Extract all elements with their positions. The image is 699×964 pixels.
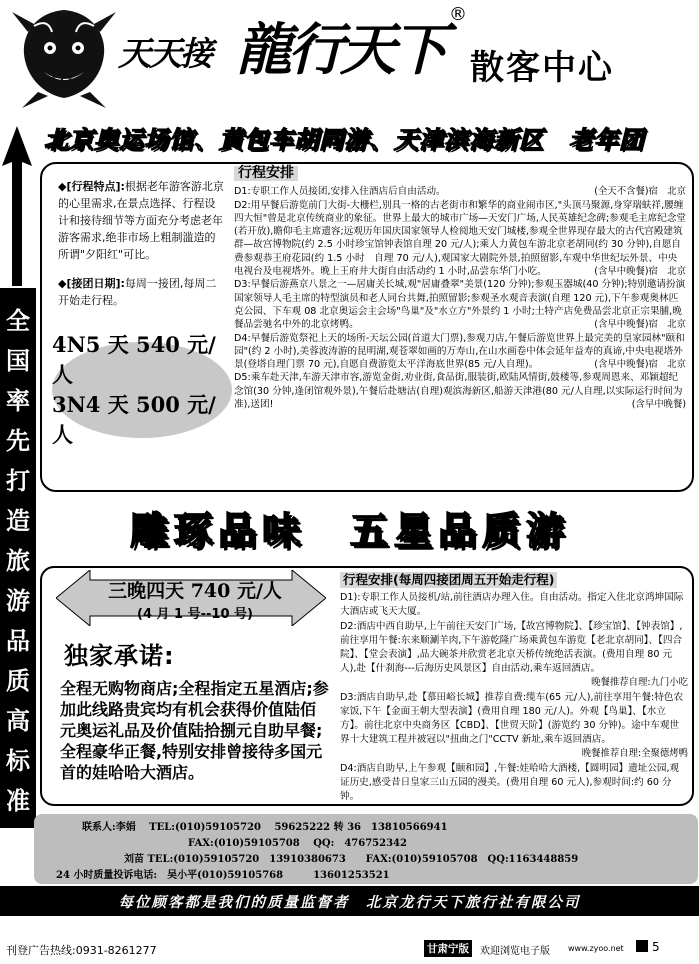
day-extra: 晚餐推荐自理:全聚德烤鸭 [581,748,688,760]
side-char: 先 [6,426,30,455]
day-text: D1:专职工作人员接团,安排入住酒店后自由活动。 [234,186,446,198]
tour2-title: 三晚四天 740 元/人 [108,580,282,602]
day-text: D3:酒店自助早,赴【慕田峪长城】推荐自费:缆车(65 元/人),前往享用午餐:特色农家饭,下午【金面王朝大型表演】(费用自理 180 元/人)。外观【鸟巢】、【水立方】。前往北京中央商务区【CBD】、【世贸天阶】(游览约 30 分钟)。途中车观世界十大建筑工程并被冠以"扭曲之门"CCTV 新址,乘车返回酒店。 [340,691,684,746]
promise-text: 全程无购物商店;全程指定五星酒店;参加此线路贵宾均有机会获得价值陆佰元奥运礼品及价值陆拾捌元自助早餐;全程豪华正餐,特别安排曾接待多国元首的娃哈哈大酒店。 [60,679,329,782]
site-text: 欢迎浏览电子版 [480,946,550,957]
brand-small-text: 天天接 [118,34,211,73]
side-banner [0,288,36,828]
brand-big-text: 龍行天下 [236,17,444,83]
schedule-day [340,691,688,760]
footer [0,918,699,964]
schedule-day [340,620,688,689]
tour1-schedule [234,166,686,411]
schedule-title: 行程安排(每周四接团周五开始走行程) [340,572,557,588]
day-extra: 晚餐推荐自理:九门小吃 [591,677,688,689]
price-line: 3N4 天 500 元/人 [52,392,216,447]
promise-title: 独家承诺: [64,642,175,670]
contact-line: 联系人:李娟 TEL:(010)59105720 59625222 转 36 13810566941 [82,822,448,833]
header [0,0,699,118]
side-char: 高 [6,706,30,735]
day-text: D1):专职工作人员接机/站,前往酒店办理入住。自由活动。指定入住北京鸿坤国际大酒店或飞天大厦。 [340,592,684,618]
features-text: 根据老年游客游北京的心里需求,在景点选择、行程设计和接待细节等方面充分考虑老年游客需求,绝非市场上粗制滥造的所谓"夕阳红"可比。 [58,180,224,261]
contact-line: FAX:(010)59105708 QQ: 476752342 [188,838,407,849]
page-number: 5 [652,940,660,954]
dragon-logo-icon [8,2,120,112]
tour1-features [58,178,224,309]
day-text: D4:酒店自助早,上午参观【颐和园】,午餐:娃哈哈大酒楼,【圆明园】遗址公园,观证历史,感受昔日皇家三山五园的漫美。(费用自理 60 元人),参观时间:约 60 分钟。 [340,762,680,803]
tour2-dates: (4 月 1 号--10 号) [137,607,253,622]
schedule-title: 行程安排 [234,166,298,181]
side-char: 质 [6,666,30,695]
day-text: D2:酒店中西自助早,上午前往天安门广场,【故宫博物院】、【珍宝馆】、【钟表馆】,前往享用午餐:东来顺涮羊肉,下午游乾隆广场乘黄包车游览【老北京胡同】、【四合院】、【堂会表演】,品大碗茶并欣赏老北京天桥传统绝活表演。(费用自理 80 元人),赴【什刹海---后海历史风景区】自由活动,乘车返回酒店。 [340,620,683,675]
schedule-day [234,332,686,372]
paper-name: 甘肃宁版 [424,940,472,957]
schedule-day [234,199,686,279]
side-char: 率 [6,386,30,415]
day-text: D4:早餐后游览祭祀上天的场所-天坛公园(首道大门票),参观刀店,午餐后游览世界上最完美的皇家园林"颐和园"(约 2 小时),美蓉波涛游的昆明湖,观苍翠如画的万寿山,在山水画卷中体会延年益寿的真谛,中央电视塔外景(登塔自理门票 70 元),自愿自费游览太平洋海底世界(85 元/人自理)。 [234,332,685,371]
page-mark-icon [636,940,648,952]
side-char: 准 [6,786,30,815]
side-char: 全 [6,306,30,335]
price-line: 4N5 天 540 元/人 [52,332,216,387]
contact-line: 刘苗 TEL:(010)59105720 13910380673 FAX:(010)59105708 QQ:1163448859 [124,854,579,865]
side-char: 造 [6,506,30,535]
side-char: 国 [6,346,30,375]
day-meal: (含早中晚餐) [631,399,686,411]
side-char: 打 [6,466,30,495]
day-text: D3:早餐后游燕京八景之一—居庸关长城,观"居庸叠翠"美景(120 分钟);参观玉器城(40 分钟);特别邀请扮演国家领导人毛主席的特型演员和老人同台共舞,拍照留影;参观圣水观音表演(自理 120 元),下午参观奥林匹克公园、下车观 08 北京奥运会主会场"鸟巢"及"水立方"外景约 1 小时;土特产店免费品尝北京正宗果脯,晚餐品尝驰名中外的北京烤鸭。 [234,279,686,331]
supervise-banner: 每位顾客都是我们的质量监督者 北京龙行天下旅行社有限公司 [0,886,699,916]
day-meal: (含早中晚餐)宿 北京 [594,266,686,278]
departure-label: ◆[接团日期]: [58,277,125,290]
schedule-day [234,278,686,331]
schedule-day [234,185,686,198]
site-url[interactable]: www.zyoo.net [568,944,624,953]
day-meal: (全天不含餐)宿 北京 [594,186,686,198]
registered-mark: ® [449,4,467,25]
departure-text: 每周一接团,每周二开始走行程。 [58,277,217,307]
side-char: 标 [6,746,30,775]
side-char: 游 [6,586,30,615]
side-char: 品 [6,626,30,655]
day-meal: (含早中晚餐)宿 北京 [594,359,686,371]
day-meal: (含早中晚餐)宿 北京 [594,319,686,331]
contact-panel [34,814,698,884]
schedule-day [340,762,688,805]
contact-line: 24 小时质量投诉电话: 吴小平(010)59105768 13601253521 [56,870,390,881]
side-arrow-icon [2,126,32,286]
schedule-day [340,591,688,619]
schedule-day [234,371,686,411]
center-title: 散客中心 [470,48,614,88]
ad-hotline: 刊登广告热线:0931-8261277 [6,944,157,957]
tour2-schedule [340,572,688,804]
tour1-price-badge [52,332,232,447]
route-title: 北京奥运场馆、黄包车胡同游、天津滨海新区 老年团 [44,126,644,154]
slogan: 雕琢品味 五星品质游 [130,509,571,553]
features-label: ◆[行程特点]: [58,180,125,193]
day-text: D2:用早餐后游览前门大街-大栅栏,别具一格的古老街市和繁华的商业闹市区,"头顶马聚源,身穿瑞蚨祥,腰缠四大恒"曾是北京传统商业的象征。世界上最大的城市广场—天安门广场,人民英雄纪念碑;参观毛主席纪念堂(若开放),瞻仰毛主席遗容;远观历年国庆国家领导人检阅地天安门城楼,参观全世界现存最大的古代宫殿建筑群—故宫博物院(约 2.5 小时珍宝馆钟表馆自理 20 元/人);乘人力黄包车游北京老胡同(约 30 分钟),自愿自费参观恭王府花园(约 1.5 小时 自理 70 元/人),观国家大剧院外景,拍照留影,车观中华世纪坛外景、中央电视台及电视塔外。晚上王府井大街自由活动约 1 小时,品尝东华门小吃。 [234,199,687,278]
side-char: 旅 [6,546,30,575]
day-text: D5:乘车赴天津,车游天津市容,游览金街,劝业街,食品街,服装街,欧陆风情街,鼓楼等,参观周恩来、邓颖超纪念馆(30 分钟,逢闭馆观外景),午餐后赴塘沽(自理)观滨海新区,船游天津港(80 元/人自理,以实际运行时间为准),送团! [234,372,683,411]
